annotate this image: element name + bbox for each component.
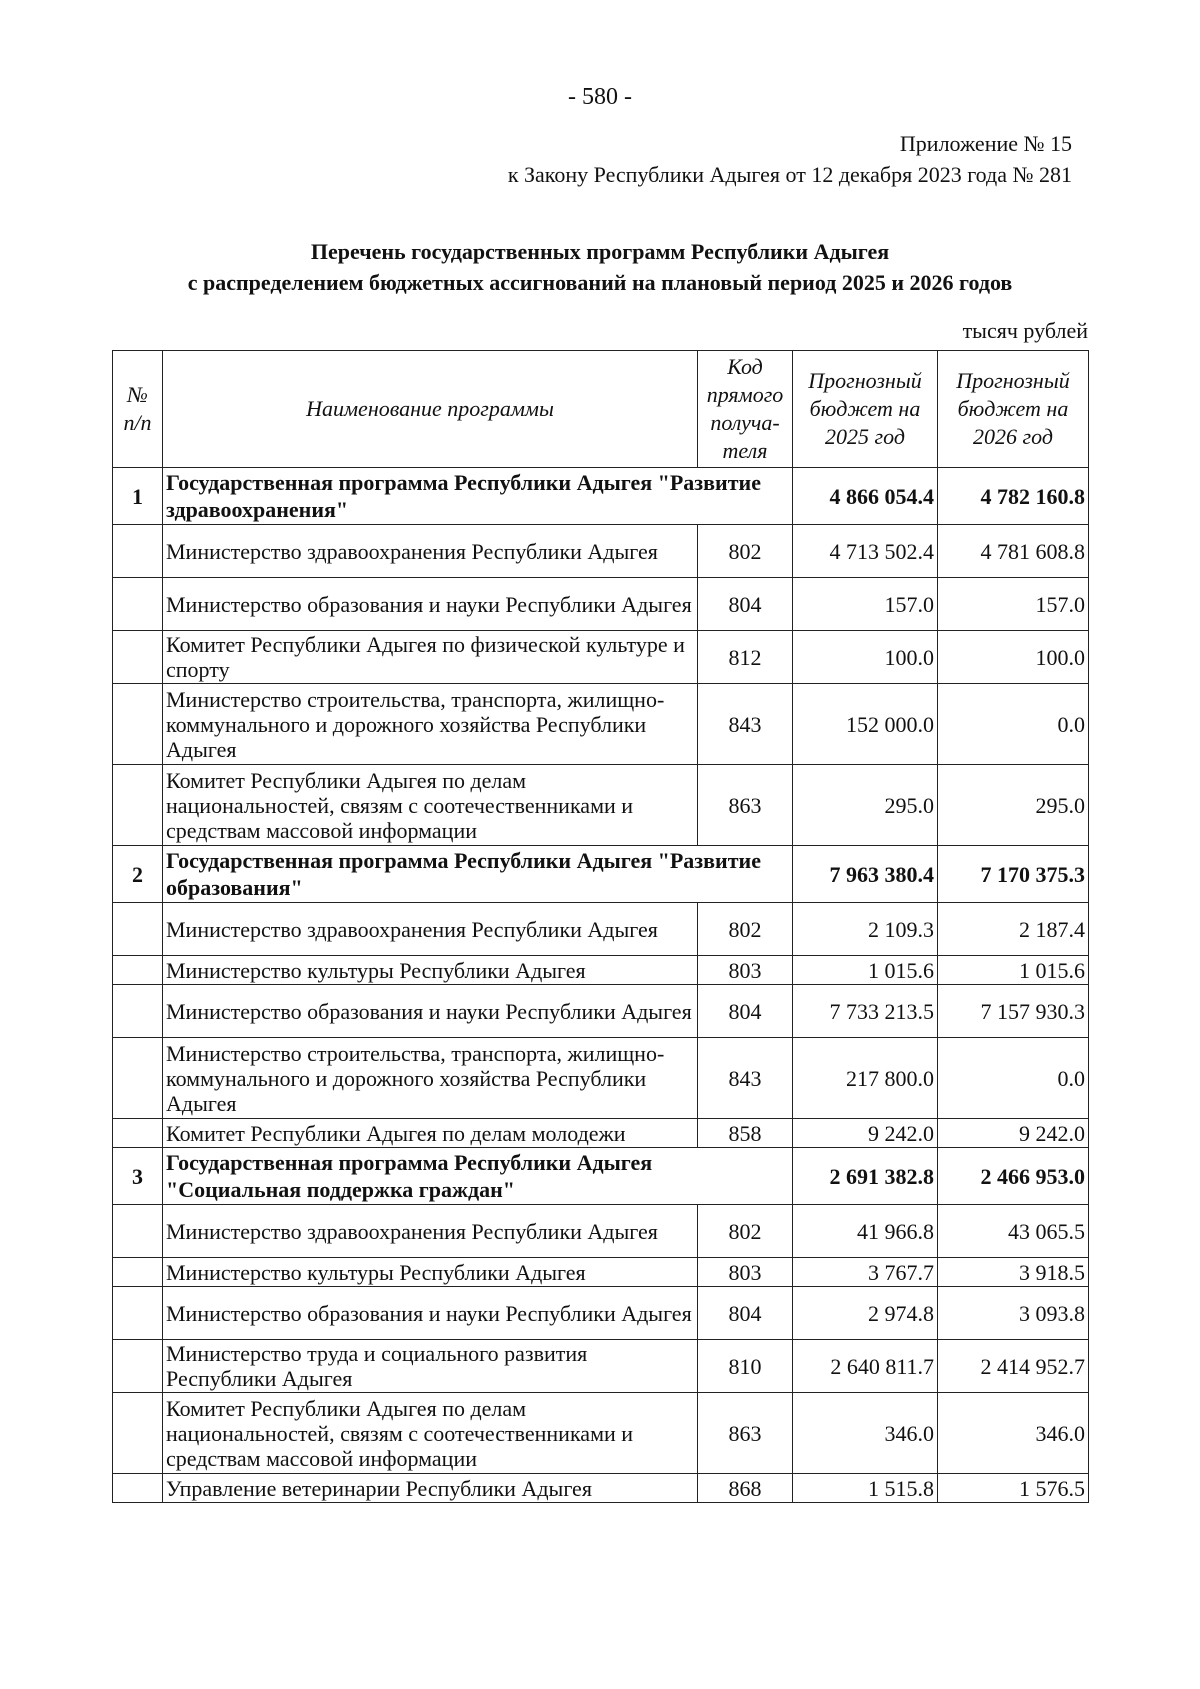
recipient-amount-2026: 157.0 [938,578,1089,631]
recipient-amount-2026: 43 065.5 [938,1205,1089,1258]
units-label: тысяч рублей [962,318,1088,343]
program-row [113,468,1089,525]
recipient-amount-2025: 41 966.8 [793,1205,938,1258]
appendix-reference [508,128,1072,190]
program-name: Государственная программа Республики Адыгея "Социальная поддержка граждан" [163,1148,793,1205]
budget-table-body [113,351,1089,1503]
program-row [113,846,1089,903]
recipient-name: Управление ветеринарии Республики Адыгея [163,1474,698,1503]
recipient-name: Министерство культуры Республики Адыгея [163,956,698,985]
recipient-amount-2025: 9 242.0 [793,1119,938,1148]
program-total-2025: 4 866 054.4 [793,468,938,525]
recipient-row [113,1205,1089,1258]
recipient-code: 843 [698,1038,793,1119]
recipient-amount-2026: 0.0 [938,684,1089,765]
budget-table [112,350,1089,1503]
recipient-row [113,985,1089,1038]
recipient-amount-2026: 4 781 608.8 [938,525,1089,578]
recipient-row [113,1258,1089,1287]
recipient-code: 843 [698,684,793,765]
recipient-num-empty [113,1258,163,1287]
program-number: 3 [113,1148,163,1205]
recipient-amount-2025: 1 515.8 [793,1474,938,1503]
recipient-name: Министерство здравоохранения Республики Адыгея [163,525,698,578]
recipient-name: Комитет Республики Адыгея по физической культуре и спорту [163,631,698,684]
recipient-name: Министерство образования и науки Республики Адыгея [163,985,698,1038]
recipient-code: 803 [698,956,793,985]
recipient-amount-2026: 346.0 [938,1393,1089,1474]
recipient-amount-2025: 295.0 [793,765,938,846]
recipient-code: 812 [698,631,793,684]
recipient-code: 804 [698,578,793,631]
recipient-row [113,1393,1089,1474]
header-code: Код прямого получа-теля [698,351,793,468]
appendix-line-2: к Закону Республики Адыгея от 12 декабря 2023 года № 281 [507,162,1072,187]
recipient-name: Министерство образования и науки Республики Адыгея [163,578,698,631]
recipient-num-empty [113,1393,163,1474]
program-name: Государственная программа Республики Адыгея "Развитие образования" [163,846,793,903]
recipient-num-empty [113,765,163,846]
recipient-num-empty [113,1038,163,1119]
recipient-code: 804 [698,985,793,1038]
recipient-amount-2025: 2 640 811.7 [793,1340,938,1393]
recipient-row [113,1474,1089,1503]
program-total-2025: 7 963 380.4 [793,846,938,903]
recipient-num-empty [113,684,163,765]
recipient-row [113,631,1089,684]
recipient-name: Министерство строительства, транспорта, жилищно-коммунального и дорожного хозяйства Республики Адыгея [163,684,698,765]
recipient-name: Комитет Республики Адыгея по делам молодежи [163,1119,698,1148]
recipient-amount-2025: 1 015.6 [793,956,938,985]
recipient-name: Министерство здравоохранения Республики Адыгея [163,903,698,956]
recipient-num-empty [113,985,163,1038]
header-2025: Прогнозный бюджет на 2025 год [793,351,938,468]
program-total-2026: 7 170 375.3 [938,846,1089,903]
page-number: - 580 - [568,84,632,110]
recipient-amount-2025: 100.0 [793,631,938,684]
recipient-row [113,903,1089,956]
recipient-row [113,1038,1089,1119]
recipient-num-empty [113,631,163,684]
recipient-name: Министерство здравоохранения Республики Адыгея [163,1205,698,1258]
recipient-code: 868 [698,1474,793,1503]
table-header-row [113,351,1089,468]
header-num: № п/п [113,351,163,468]
recipient-num-empty [113,1205,163,1258]
recipient-code: 810 [698,1340,793,1393]
recipient-amount-2026: 3 918.5 [938,1258,1089,1287]
recipient-name: Министерство образования и науки Республики Адыгея [163,1287,698,1340]
recipient-amount-2026: 1 015.6 [938,956,1089,985]
recipient-code: 863 [698,1393,793,1474]
recipient-amount-2026: 100.0 [938,631,1089,684]
recipient-row [113,684,1089,765]
recipient-amount-2026: 295.0 [938,765,1089,846]
recipient-amount-2025: 4 713 502.4 [793,525,938,578]
program-number: 2 [113,846,163,903]
recipient-row [113,578,1089,631]
recipient-num-empty [113,903,163,956]
recipient-num-empty [113,956,163,985]
program-total-2026: 4 782 160.8 [938,468,1089,525]
recipient-amount-2026: 2 187.4 [938,903,1089,956]
recipient-row [113,525,1089,578]
recipient-amount-2026: 1 576.5 [938,1474,1089,1503]
recipient-code: 802 [698,903,793,956]
recipient-num-empty [113,1474,163,1503]
recipient-amount-2025: 2 109.3 [793,903,938,956]
recipient-name: Комитет Республики Адыгея по делам национальностей, связям с соотечественниками и средствам массовой информации [163,765,698,846]
recipient-amount-2026: 3 093.8 [938,1287,1089,1340]
title-line-2: с распределением бюджетных ассигнований на плановый период 2025 и 2026 годов [187,270,1013,295]
recipient-row [113,1287,1089,1340]
recipient-row [113,956,1089,985]
appendix-line-1: Приложение № 15 [899,131,1072,156]
recipient-num-empty [113,1287,163,1340]
recipient-code: 863 [698,765,793,846]
recipient-amount-2026: 2 414 952.7 [938,1340,1089,1393]
recipient-code: 803 [698,1258,793,1287]
title-line-1: Перечень государственных программ Республики Адыгея [310,239,890,264]
program-row [113,1148,1089,1205]
program-total-2025: 2 691 382.8 [793,1148,938,1205]
recipient-amount-2026: 0.0 [938,1038,1089,1119]
recipient-amount-2025: 217 800.0 [793,1038,938,1119]
recipient-code: 804 [698,1287,793,1340]
recipient-amount-2025: 3 767.7 [793,1258,938,1287]
recipient-row [113,765,1089,846]
recipient-num-empty [113,525,163,578]
recipient-amount-2025: 7 733 213.5 [793,985,938,1038]
recipient-code: 858 [698,1119,793,1148]
header-name: Наименование программы [163,351,698,468]
recipient-num-empty [113,1340,163,1393]
recipient-name: Комитет Республики Адыгея по делам национальностей, связям с соотечественниками и средствам массовой информации [163,1393,698,1474]
recipient-amount-2026: 7 157 930.3 [938,985,1089,1038]
recipient-amount-2025: 2 974.8 [793,1287,938,1340]
recipient-amount-2026: 9 242.0 [938,1119,1089,1148]
recipient-name: Министерство труда и социального развития Республики Адыгея [163,1340,698,1393]
program-number: 1 [113,468,163,525]
recipient-code: 802 [698,1205,793,1258]
recipient-name: Министерство культуры Республики Адыгея [163,1258,698,1287]
recipient-code: 802 [698,525,793,578]
recipient-amount-2025: 346.0 [793,1393,938,1474]
recipient-name: Министерство строительства, транспорта, жилищно-коммунального и дорожного хозяйства Республики Адыгея [163,1038,698,1119]
header-2026: Прогнозный бюджет на 2026 год [938,351,1089,468]
recipient-amount-2025: 152 000.0 [793,684,938,765]
recipient-amount-2025: 157.0 [793,578,938,631]
program-name: Государственная программа Республики Адыгея "Развитие здравоохранения" [163,468,793,525]
program-total-2026: 2 466 953.0 [938,1148,1089,1205]
recipient-num-empty [113,1119,163,1148]
recipient-num-empty [113,578,163,631]
recipient-row [113,1119,1089,1148]
document-title [0,236,1200,298]
recipient-row [113,1340,1089,1393]
